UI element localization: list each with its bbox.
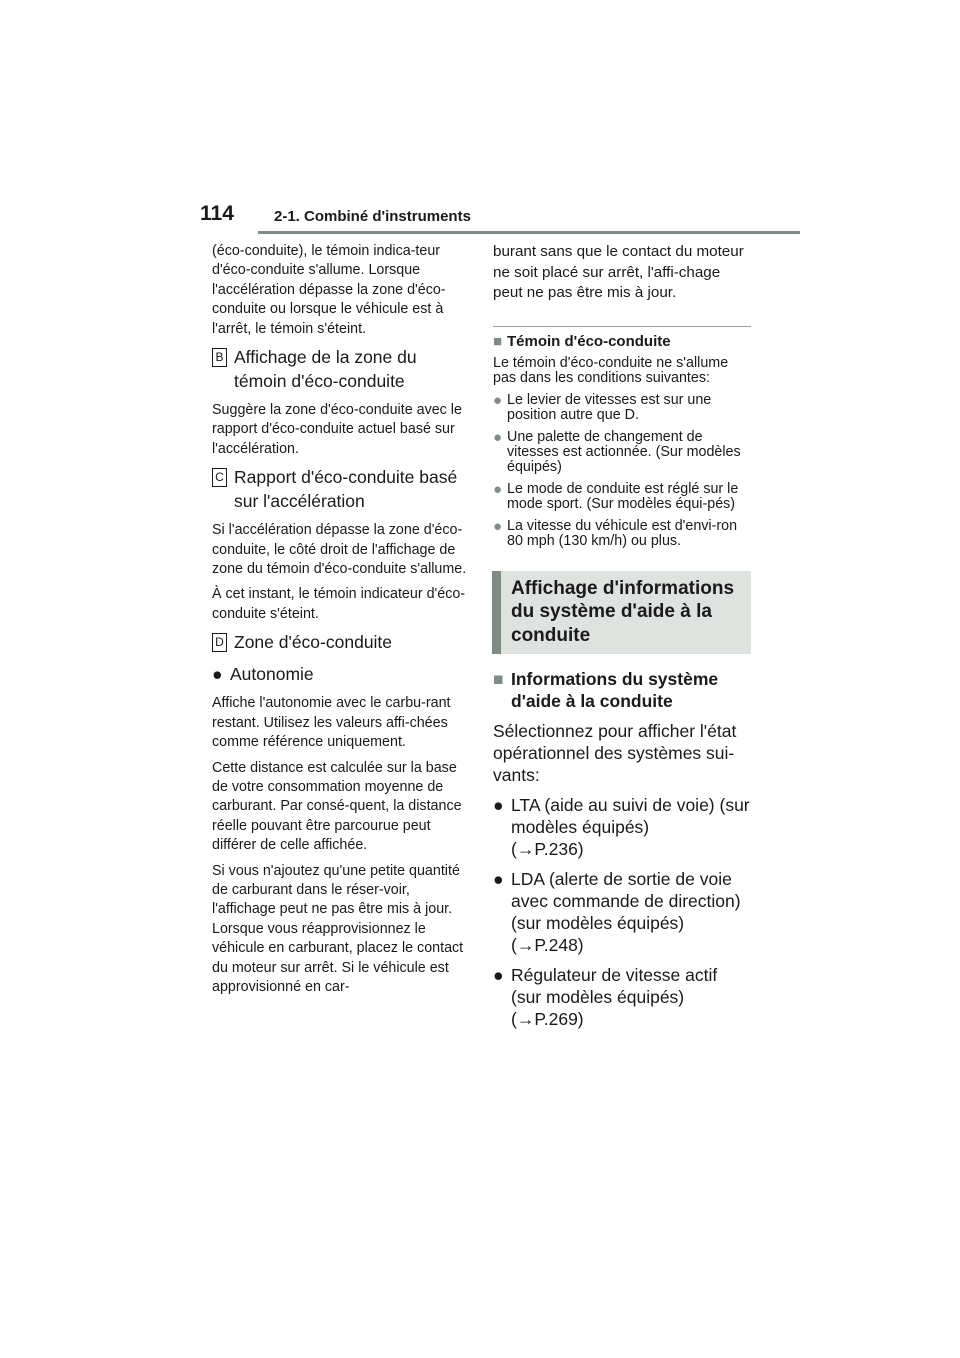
letter-d-box: D bbox=[212, 633, 227, 652]
list-item bbox=[493, 519, 751, 549]
autonomie-p3a: Si vous n'ajoutez qu'une petite quantité de carburant dans le réser-voir, l'affichage peut ne pas être mis à jour. bbox=[212, 862, 460, 918]
autonomie-p1: Affiche l'autonomie avec le carbu-rant restant. Utilisez les valeurs affi-chées comme référence uniquement. bbox=[212, 695, 451, 751]
eco-temoin-title: Témoin d'éco-conduite bbox=[507, 332, 671, 350]
right-column bbox=[493, 242, 751, 1038]
eco-temoin-intro: Le témoin d'éco-conduite ne s'allume pas dans les conditions suivantes: bbox=[493, 354, 729, 386]
list-item bbox=[493, 794, 751, 860]
list-item-text: Une palette de changement de vitesses est actionnée. (Sur modèles équipés) bbox=[507, 428, 741, 475]
header-rule bbox=[258, 231, 800, 234]
driving-aid-intro: Sélectionnez pour afficher l'état opérationnel des systèmes sui-vants: bbox=[493, 721, 737, 785]
list-item-text: Le levier de vitesses est sur une position autre que D. bbox=[507, 391, 712, 423]
circle-bullet-icon: ● bbox=[493, 391, 503, 409]
list-item-text: Régulateur de vitesse actif (sur modèles équipés) bbox=[511, 965, 718, 1007]
bullet-icon: ● bbox=[212, 664, 223, 685]
item-d-title: Zone d'éco-conduite bbox=[234, 632, 393, 653]
list-item bbox=[493, 393, 751, 423]
page-header bbox=[200, 200, 800, 234]
list-item bbox=[493, 482, 751, 512]
item-b-text: Suggère la zone d'éco-conduite avec le rapport d'éco-conduite actuel basé sur l'accélération. bbox=[212, 402, 462, 457]
item-d-heading bbox=[212, 630, 470, 654]
bullet-icon: ● bbox=[493, 965, 504, 985]
list-item-text: LDA (alerte de sortie de voie avec commande de direction) (sur modèles équipés) bbox=[511, 869, 741, 933]
list-item bbox=[493, 964, 751, 1030]
driving-aid-heading bbox=[493, 668, 751, 712]
square-bullet-icon: ■ bbox=[493, 669, 504, 689]
continued-paragraph: burant sans que le contact du moteur ne soit placé sur arrêt, l'affi-chage peut ne pas être mis à jour. bbox=[493, 243, 744, 301]
bullet-icon: ● bbox=[493, 869, 504, 889]
section-divider bbox=[493, 326, 751, 327]
list-item-text: Le mode de conduite est réglé sur le mode sport. (Sur modèles équi-pés) bbox=[507, 480, 739, 512]
section-title-box: Affichage d'informations du système d'aide à la conduite bbox=[492, 571, 751, 655]
autonomie-heading bbox=[212, 662, 470, 686]
square-bullet-icon: ■ bbox=[493, 332, 503, 350]
item-c-text2: À cet instant, le témoin indicateur d'éco-conduite s'éteint. bbox=[212, 586, 466, 622]
left-column bbox=[212, 242, 470, 1003]
item-c-text1: Si l'accélération dépasse la zone d'éco-conduite, le côté droit de l'affichage de zone du témoin d'éco-conduite s'allume. bbox=[212, 522, 467, 578]
circle-bullet-icon: ● bbox=[493, 517, 503, 535]
list-item-text: LTA (aide au suivi de voie) (sur modèles équipés) bbox=[511, 795, 750, 837]
autonomie-p2: Cette distance est calculée sur la base de votre consommation moyenne de carburant. Par consé-quent, la distance réelle pouvant être parcourue peut différer de celle affichée. bbox=[212, 759, 462, 854]
bullet-icon: ● bbox=[493, 795, 504, 815]
circle-bullet-icon: ● bbox=[493, 480, 503, 498]
letter-c-box: C bbox=[212, 468, 227, 487]
page-reference-link[interactable]: (→P.269) bbox=[511, 1009, 584, 1029]
circle-bullet-icon: ● bbox=[493, 428, 503, 446]
driving-aid-title: Informations du système d'aide à la conduite bbox=[511, 669, 719, 711]
eco-temoin-heading bbox=[493, 332, 751, 352]
autonomie-title: Autonomie bbox=[230, 664, 314, 685]
item-c-heading bbox=[212, 465, 470, 513]
letter-b-box: B bbox=[212, 348, 227, 367]
page-reference-link[interactable]: (→P.236) bbox=[511, 839, 584, 859]
page-reference-link[interactable]: (→P.248) bbox=[511, 935, 584, 955]
list-item bbox=[493, 430, 751, 475]
chapter-title: 2-1. Combiné d'instruments bbox=[274, 208, 471, 225]
item-c-title: Rapport d'éco-conduite basé sur l'accélération bbox=[234, 467, 458, 512]
page-number: 114 bbox=[200, 202, 234, 225]
intro-paragraph: (éco-conduite), le témoin indica-teur d'éco-conduite s'allume. Lorsque l'accélération dépasse la zone d'éco-conduite ou lorsque le véhicule est à l'arrêt, le témoin s'éteint. bbox=[212, 243, 446, 337]
item-b-title: Affichage de la zone du témoin d'éco-conduite bbox=[234, 347, 417, 392]
list-item bbox=[493, 868, 751, 956]
list-item-text: La vitesse du véhicule est d'envi-ron 80 mph (130 km/h) ou plus. bbox=[507, 517, 738, 549]
item-b-heading bbox=[212, 345, 470, 393]
autonomie-p3b: Lorsque vous réapprovisionnez le véhicule en carburant, placez le contact du moteur sur arrêt. Si le véhicule est approvisionné en car- bbox=[212, 920, 464, 995]
